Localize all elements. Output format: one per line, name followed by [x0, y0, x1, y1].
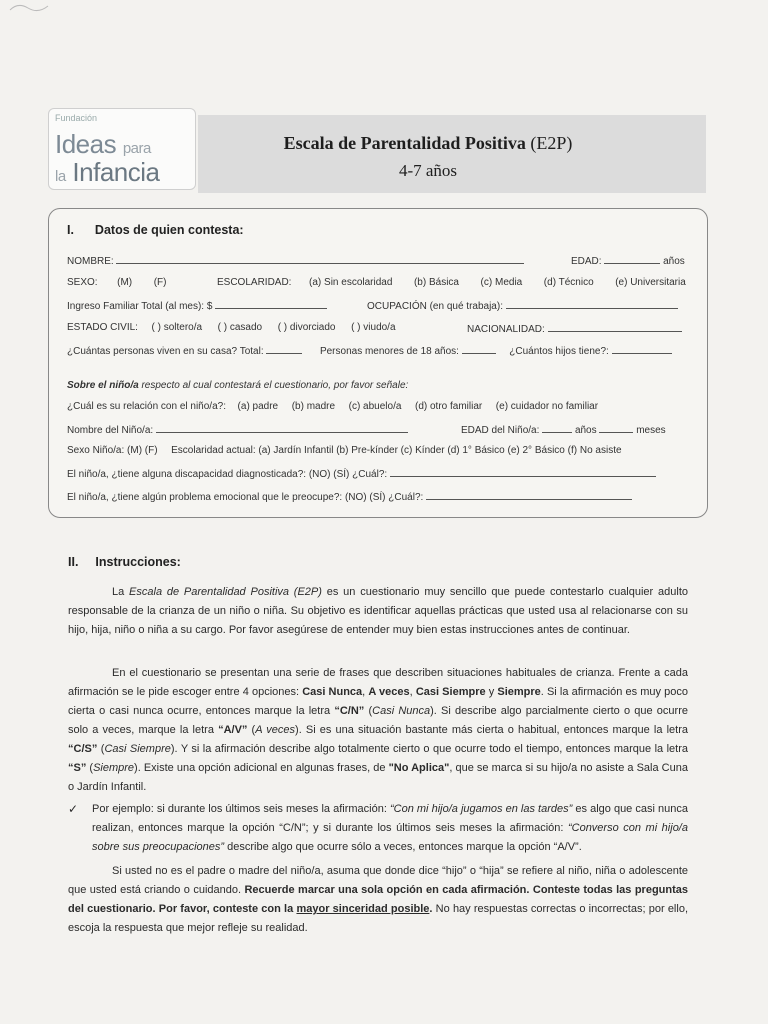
menores-label: Personas menores de 18 años:: [319, 346, 459, 357]
section-1-heading: [67, 223, 244, 237]
row-ingreso: [67, 299, 327, 312]
escolaridad-option-a[interactable]: (a) Sin escolaridad: [309, 277, 393, 288]
relacion-label: ¿Cuál es su relación con el niño/a?:: [67, 401, 226, 412]
estado-civil-divorciado[interactable]: ( ) divorciado: [277, 322, 336, 333]
discapacidad-label[interactable]: El niño/a, ¿tiene alguna discapacidad diagnosticada?: (NO) (SÍ) ¿Cuál?:: [67, 469, 388, 480]
personas-label: ¿Cuántas personas viven en su casa? Total:: [67, 346, 264, 357]
nombre-nino-field[interactable]: [156, 423, 408, 433]
title-band: [198, 115, 706, 193]
relacion-option-c[interactable]: (c) abuelo/a: [348, 401, 402, 412]
edad-unit: años: [663, 256, 685, 267]
section-2-heading: [68, 555, 181, 569]
row-estado-civil: [67, 322, 396, 333]
row-sexo-escolaridad-nino: [67, 445, 622, 456]
logo-word-ideas: Ideas: [55, 129, 117, 159]
row-edad-nino: [461, 423, 666, 436]
pen-mark: [8, 0, 58, 14]
ingreso-field[interactable]: [215, 299, 327, 309]
edad-nino-anos-field[interactable]: [542, 423, 572, 433]
sexo-option-f[interactable]: (F): [153, 277, 167, 288]
menores-field[interactable]: [462, 344, 496, 354]
sexo-label: SEXO:: [67, 277, 98, 288]
section-2-title: Instrucciones:: [95, 555, 181, 569]
nacionalidad-label: NACIONALIDAD:: [467, 324, 545, 335]
ingreso-label: Ingreso Familiar Total (al mes): $: [67, 301, 213, 312]
row-sexo: [67, 277, 166, 288]
row-personas: [67, 344, 672, 357]
ocupacion-field[interactable]: [506, 299, 678, 309]
row-nombre: [67, 254, 524, 267]
row-emocional: [67, 490, 632, 503]
logo-word-la: la: [55, 168, 66, 185]
instructions-paragraph-2: En el cuestionario se presentan una serie de frases que describen situaciones habituales de crianza. Frente a cada afirmación se le pide escoger entre 4 opciones: Casi Nunca, A veces, Casi Siempre y Siempre. Si la afirmación es muy poco cierta o casi nunca ocurre, entonces marque la letra “C/N” (Casi Nunca). Si describe algo parcialmente cierto o que ocurre solo a veces, marque la letra “A/V” (A veces). Si es una situación bastante más cierta o habitual, entonces marque la letra “C/S” (Casi Siempre). Y si la afirmación describe algo totalmente cierto o que ocurre todo el tiempo, entonces marque la letra “S” (Siempre). Existe una opción adicional en algunas frases, de "No Aplica", que se marca si su hijo/a no asiste a Sala Cuna o Jardín Infantil.: [68, 667, 688, 793]
estado-civil-label: ESTADO CIVIL:: [67, 322, 138, 333]
row-sobre-nino: [67, 380, 408, 391]
check-icon: ✓: [68, 802, 79, 816]
row-nombre-nino: [67, 423, 408, 436]
estado-civil-casado[interactable]: ( ) casado: [217, 322, 263, 333]
row-relacion: [67, 401, 598, 412]
respondent-data-box: [48, 208, 708, 518]
relacion-option-a[interactable]: (a) padre: [237, 401, 279, 412]
nacionalidad-field[interactable]: [548, 322, 682, 332]
sexo-nino-label[interactable]: Sexo Niño/a: (M) (F): [67, 445, 158, 456]
instructions-paragraph-1: La Escala de Parentalidad Positiva (E2P) es un cuestionario muy sencillo que puede contestarlo cualquier adulto responsable de la crianza de un niño o niña. Su objetivo es identificar aquellas prácticas que usted usa al relacionarse con su hijo, hija, niño o niña a su cargo. Por favor asegúrese de entender muy bien estas instrucciones antes de continuar.: [68, 586, 688, 636]
nombre-field[interactable]: [116, 254, 524, 264]
section-1-title: Datos de quien contesta:: [94, 223, 244, 237]
edad-label: EDAD:: [571, 256, 602, 267]
document-title: [198, 133, 658, 154]
nombre-nino-label: Nombre del Niño/a:: [67, 425, 154, 436]
foundation-logo: [48, 108, 196, 190]
logo-line-2: [55, 157, 160, 188]
escolaridad-option-e[interactable]: (e) Universitaria: [615, 277, 686, 288]
logo-word-para: para: [122, 140, 151, 157]
relacion-option-d[interactable]: (d) otro familiar: [414, 401, 483, 412]
title-bold: Escala de Parentalidad Positiva: [283, 133, 526, 153]
section-2-number: II.: [68, 555, 79, 569]
estado-civil-soltero[interactable]: ( ) soltero/a: [151, 322, 203, 333]
logo-small-text: Fundación: [55, 113, 98, 123]
row-ocupacion: [367, 299, 678, 312]
relacion-option-e[interactable]: (e) cuidador no familiar: [495, 401, 599, 412]
escolaridad-label: ESCOLARIDAD:: [217, 277, 292, 288]
logo-word-infancia: Infancia: [72, 157, 160, 187]
edad-nino-meses-field[interactable]: [599, 423, 633, 433]
logo-line-1: [55, 129, 151, 160]
escolaridad-option-c[interactable]: (c) Media: [480, 277, 523, 288]
edad-nino-anos-unit: años: [574, 425, 597, 436]
escolaridad-option-d[interactable]: (d) Técnico: [543, 277, 594, 288]
edad-nino-meses-unit: meses: [636, 425, 666, 436]
estado-civil-viudo[interactable]: ( ) viudo/a: [351, 322, 396, 333]
personas-field[interactable]: [266, 344, 302, 354]
instructions-paragraph-4: Si usted no es el padre o madre del niño/a, asuma que donde dice “hijo” o “hija” se refiere al niño, niña o adolescente que usted está criando o cuidando. Recuerde marcar una sola opción en cada afirmación. Conteste todas las preguntas del cuestionario. Por favor, conteste con la mayor sinceridad posible. No hay respuestas correctas o incorrectas; por ello, escoja la respuesta que mejor refleje su realidad.: [68, 865, 688, 934]
instructions-example: Por ejemplo: si durante los últimos seis meses la afirmación: “Con mi hijo/a jugamos en las tardes” es algo que casi nunca realizan, entonces marque la opción “C/N”; y si durante los últimos seis meses la afirmación: “Converso con mi hijo/a sobre sus preocupaciones” describe algo que ocurre sólo a veces, entonces marque la opción “A/V”.: [92, 803, 688, 853]
edad-nino-label: EDAD del Niño/a:: [461, 425, 540, 436]
emocional-field[interactable]: [426, 490, 632, 500]
escolaridad-option-b[interactable]: (b) Básica: [413, 277, 459, 288]
escolaridad-nino-options[interactable]: Escolaridad actual: (a) Jardín Infantil (b) Pre-kínder (c) Kínder (d) 1° Básico (e) 2° Básico (f) No asiste: [171, 445, 622, 456]
section-1-number: I.: [67, 223, 74, 237]
sobre-nino-text: respecto al cual contestará el cuestionario, por favor señale:: [141, 380, 409, 391]
sexo-option-m[interactable]: (M): [117, 277, 133, 288]
row-discapacidad: [67, 467, 656, 480]
hijos-field[interactable]: [612, 344, 672, 354]
relacion-option-b[interactable]: (b) madre: [291, 401, 336, 412]
document-subtitle: 4-7 años: [398, 161, 458, 180]
title-abbr: (E2P): [530, 133, 573, 153]
row-nacionalidad: [467, 322, 682, 335]
hijos-label: ¿Cuántos hijos tiene?:: [509, 346, 609, 357]
nombre-label: NOMBRE:: [67, 256, 114, 267]
ocupacion-label: OCUPACIÓN (en qué trabaja):: [367, 301, 503, 312]
emocional-label[interactable]: El niño/a, ¿tiene algún problema emocional que le preocupe?: (NO) (SÍ) ¿Cuál?:: [67, 492, 424, 503]
row-edad: [571, 254, 685, 267]
sobre-nino-emphasis: Sobre el niño/a: [67, 380, 139, 391]
discapacidad-field[interactable]: [390, 467, 656, 477]
edad-field[interactable]: [604, 254, 660, 264]
row-escolaridad: [217, 277, 686, 288]
